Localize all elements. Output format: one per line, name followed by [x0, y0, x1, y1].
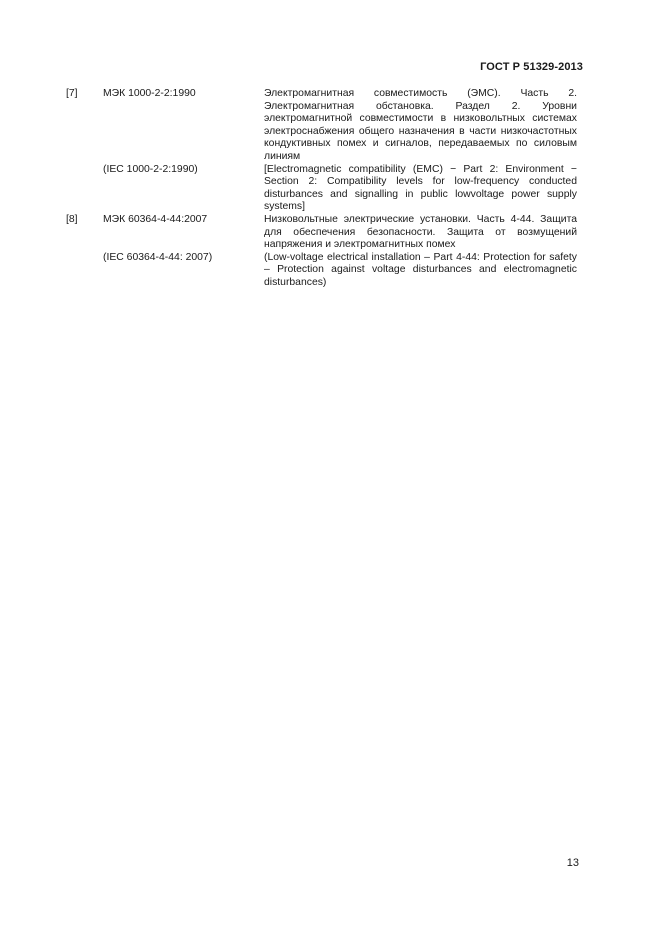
reference-title: [Electromagnetic compatibility (EMC) − Part 2: Environment − Section 2: Compatibility levels for low-frequency conducted disturbances and signalling in public lowvoltage power supply systems]	[264, 163, 577, 213]
reference-entry-7	[66, 88, 578, 164]
reference-standard: МЭК 60364-4-44:2007	[103, 213, 208, 225]
reference-title: (Low-voltage electrical installation – Part 4-44: Protection for safety – Protection against voltage disturbances and electromagnetic disturbances)	[264, 251, 577, 288]
reference-title: Низковольтные электрические установки. Часть 4-44. Защита для обеспечения безопасности. Защита от возмущений напряжения и электромагнитных помех	[264, 213, 577, 251]
reference-standard: (IEC 60364-4-44: 2007)	[103, 251, 213, 263]
reference-entry-8	[66, 214, 578, 252]
reference-title: Электромагнитная совместимость (ЭМС). Часть 2. Электромагнитная обстановка. Раздел 2. Уровни электромагнитной совместимости в низковольтных системах электроснабжения общего назначения в части низкочастотных кондуктивных помех и сигналов, передаваемых по силовым линиям	[264, 88, 577, 162]
page-number: 13	[566, 857, 579, 869]
reference-entry-7-iec	[66, 164, 578, 214]
reference-entry-8-iec	[66, 252, 578, 290]
bibliography-list	[66, 88, 578, 290]
reference-number: [8]	[66, 213, 78, 225]
reference-standard: (IEC 1000-2-2:1990)	[103, 163, 198, 175]
reference-number: [7]	[66, 88, 78, 99]
document-code: ГОСТ Р 51329-2013	[480, 61, 583, 73]
reference-standard: МЭК 1000-2-2:1990	[103, 88, 196, 99]
